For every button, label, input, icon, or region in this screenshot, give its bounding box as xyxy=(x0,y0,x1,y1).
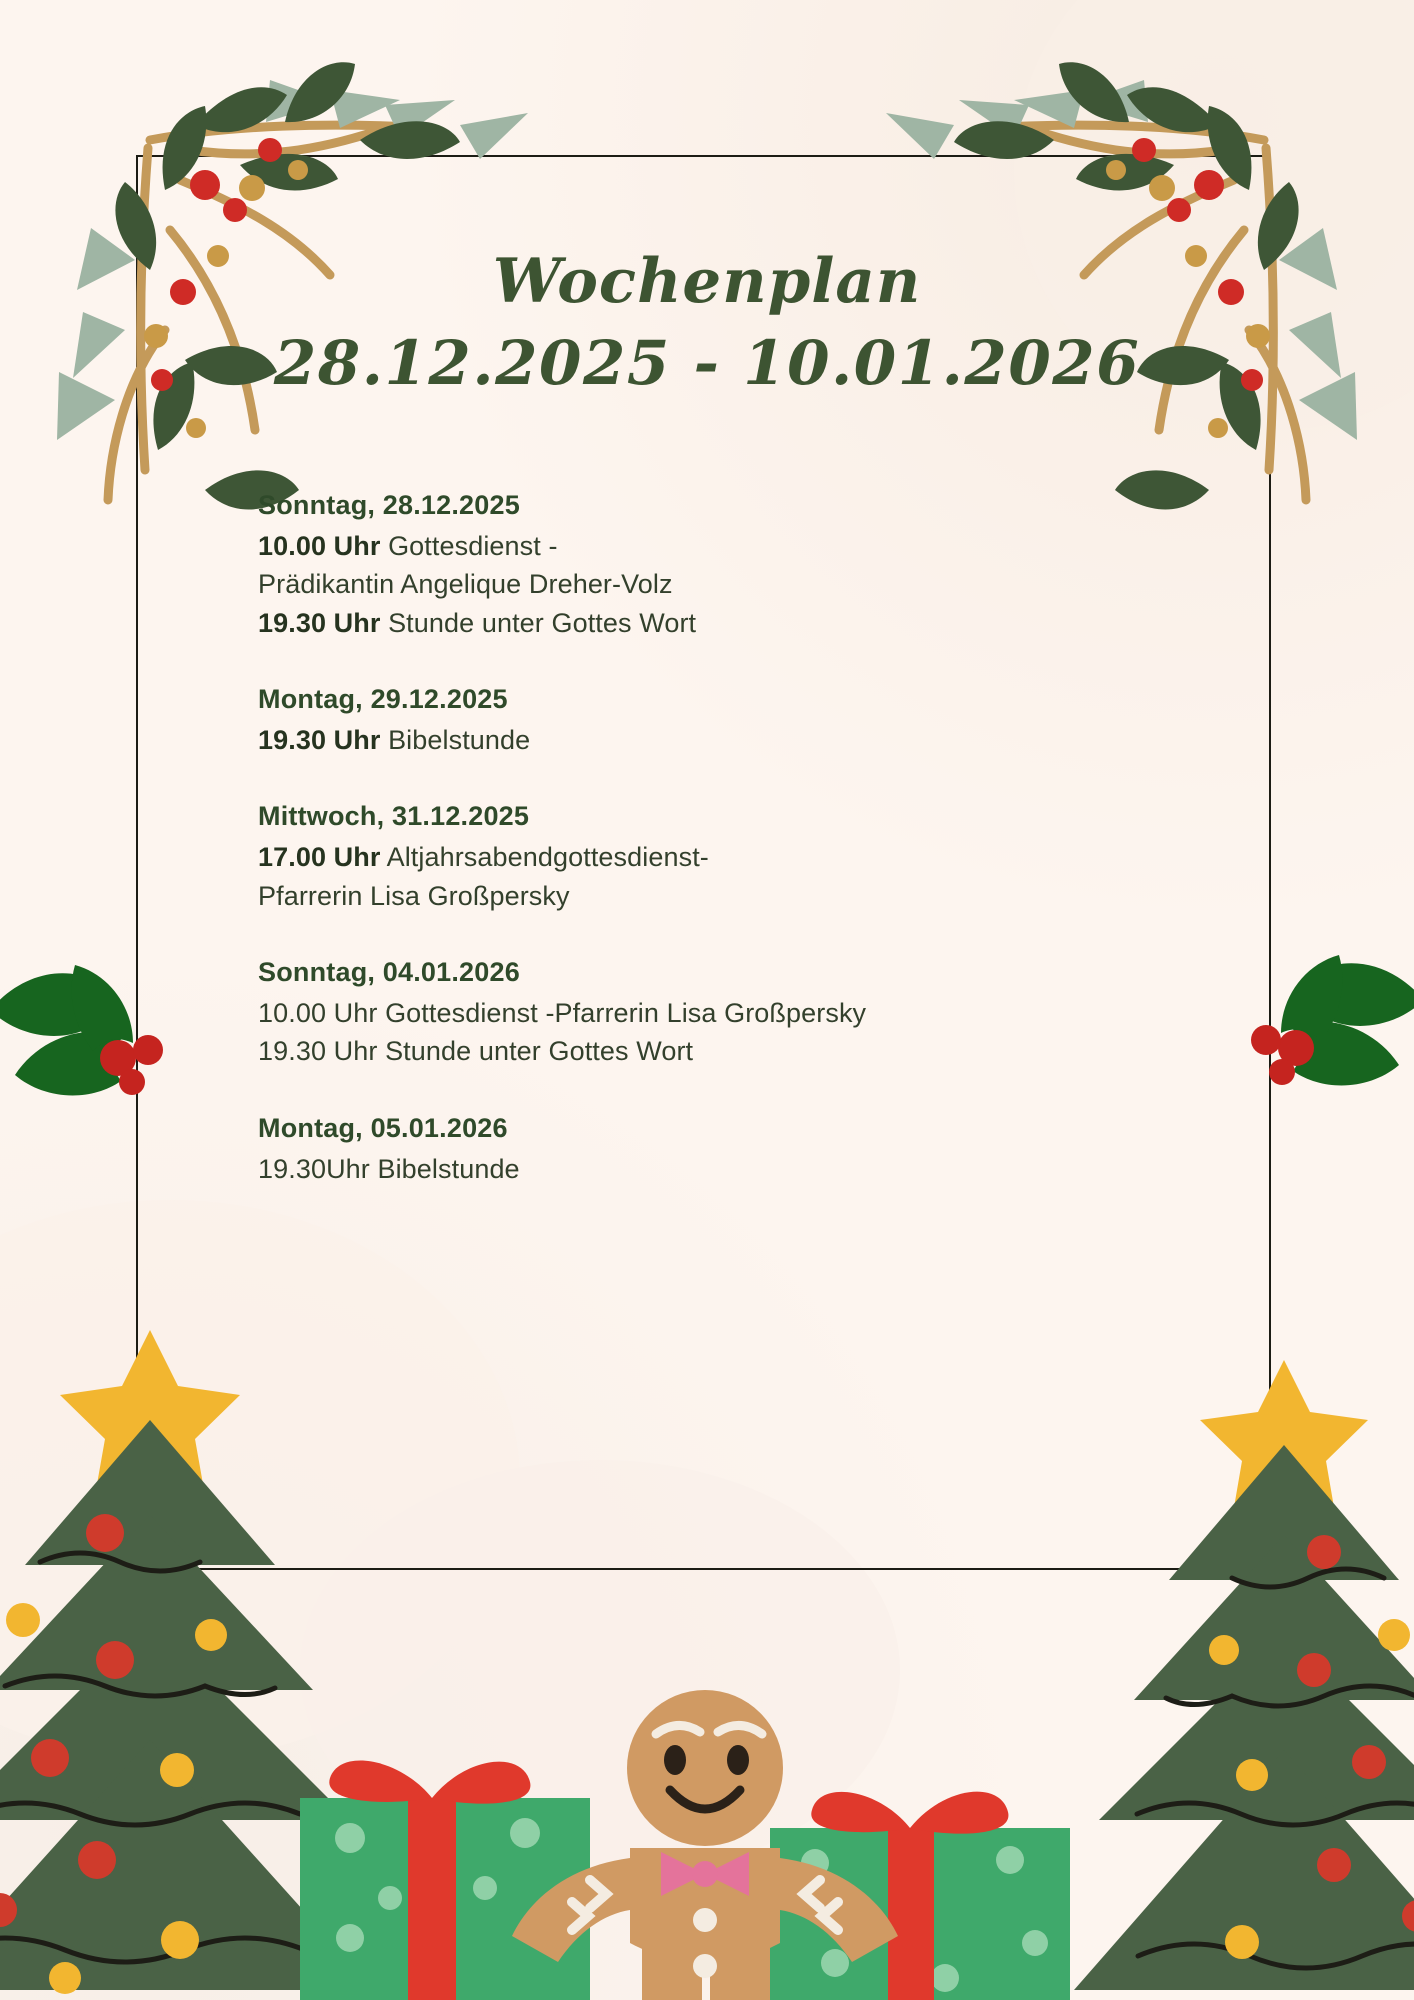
schedule-day-label: Mittwoch, 31.12.2025 xyxy=(258,801,530,832)
holly-berry-icon xyxy=(1214,920,1414,1150)
schedule-text: Stunde unter Gottes Wort xyxy=(380,607,697,638)
holly-berry-icon xyxy=(0,930,200,1160)
title-date-range: 28.12.2025 - 10.01.2026 xyxy=(273,328,1141,400)
schedule-line xyxy=(258,1032,1198,1070)
schedule-time: 10.00 Uhr xyxy=(258,531,381,561)
schedule-day-label: Sonntag, 28.12.2025 xyxy=(258,490,520,520)
gift-box-icon xyxy=(290,1678,1120,2000)
schedule-text: 10.00 Uhr Gottesdienst -Pfarrerin Lisa Großpersky xyxy=(258,997,867,1028)
title-heading: Wochenplan xyxy=(492,246,922,317)
schedule-line xyxy=(258,877,1198,915)
schedule-list xyxy=(258,490,1198,1188)
schedule-line xyxy=(258,565,1198,603)
schedule-text: Bibelstunde xyxy=(380,724,531,755)
schedule-time: 19.30 Uhr xyxy=(258,607,381,638)
schedule-day-label: Sonntag, 04.01.2026 xyxy=(258,956,520,987)
schedule-text: Gottesdienst - xyxy=(380,531,558,561)
schedule-time: 19.30 Uhr xyxy=(258,724,381,755)
christmas-tree-icon xyxy=(1074,1330,1414,2000)
schedule-entry xyxy=(258,684,1198,759)
schedule-line xyxy=(258,721,1198,759)
schedule-entry xyxy=(258,1113,1198,1188)
schedule-line xyxy=(258,994,1198,1032)
schedule-line xyxy=(258,1150,1198,1188)
schedule-day-label: Montag, 29.12.2025 xyxy=(258,683,508,714)
schedule-entry xyxy=(258,957,1198,1071)
schedule-time: 17.00 Uhr xyxy=(258,842,381,873)
schedule-line xyxy=(258,604,1198,642)
schedule-entry xyxy=(258,490,1198,642)
schedule-text: Pfarrerin Lisa Großpersky xyxy=(258,880,570,911)
gift-box-icon xyxy=(300,1761,590,2000)
schedule-text: Prädikantin Angelique Dreher-Volz xyxy=(258,569,673,600)
schedule-line xyxy=(258,838,1198,876)
schedule-day-label: Montag, 05.01.2026 xyxy=(258,1112,508,1143)
schedule-entry xyxy=(258,801,1198,915)
schedule-text: Altjahrsabendgottesdienst- xyxy=(380,842,709,873)
schedule-text: 19.30 Uhr Stunde unter Gottes Wort xyxy=(258,1036,694,1067)
page-title xyxy=(0,246,1414,400)
schedule-text: 19.30Uhr Bibelstunde xyxy=(258,1153,520,1184)
schedule-line xyxy=(258,527,1198,565)
